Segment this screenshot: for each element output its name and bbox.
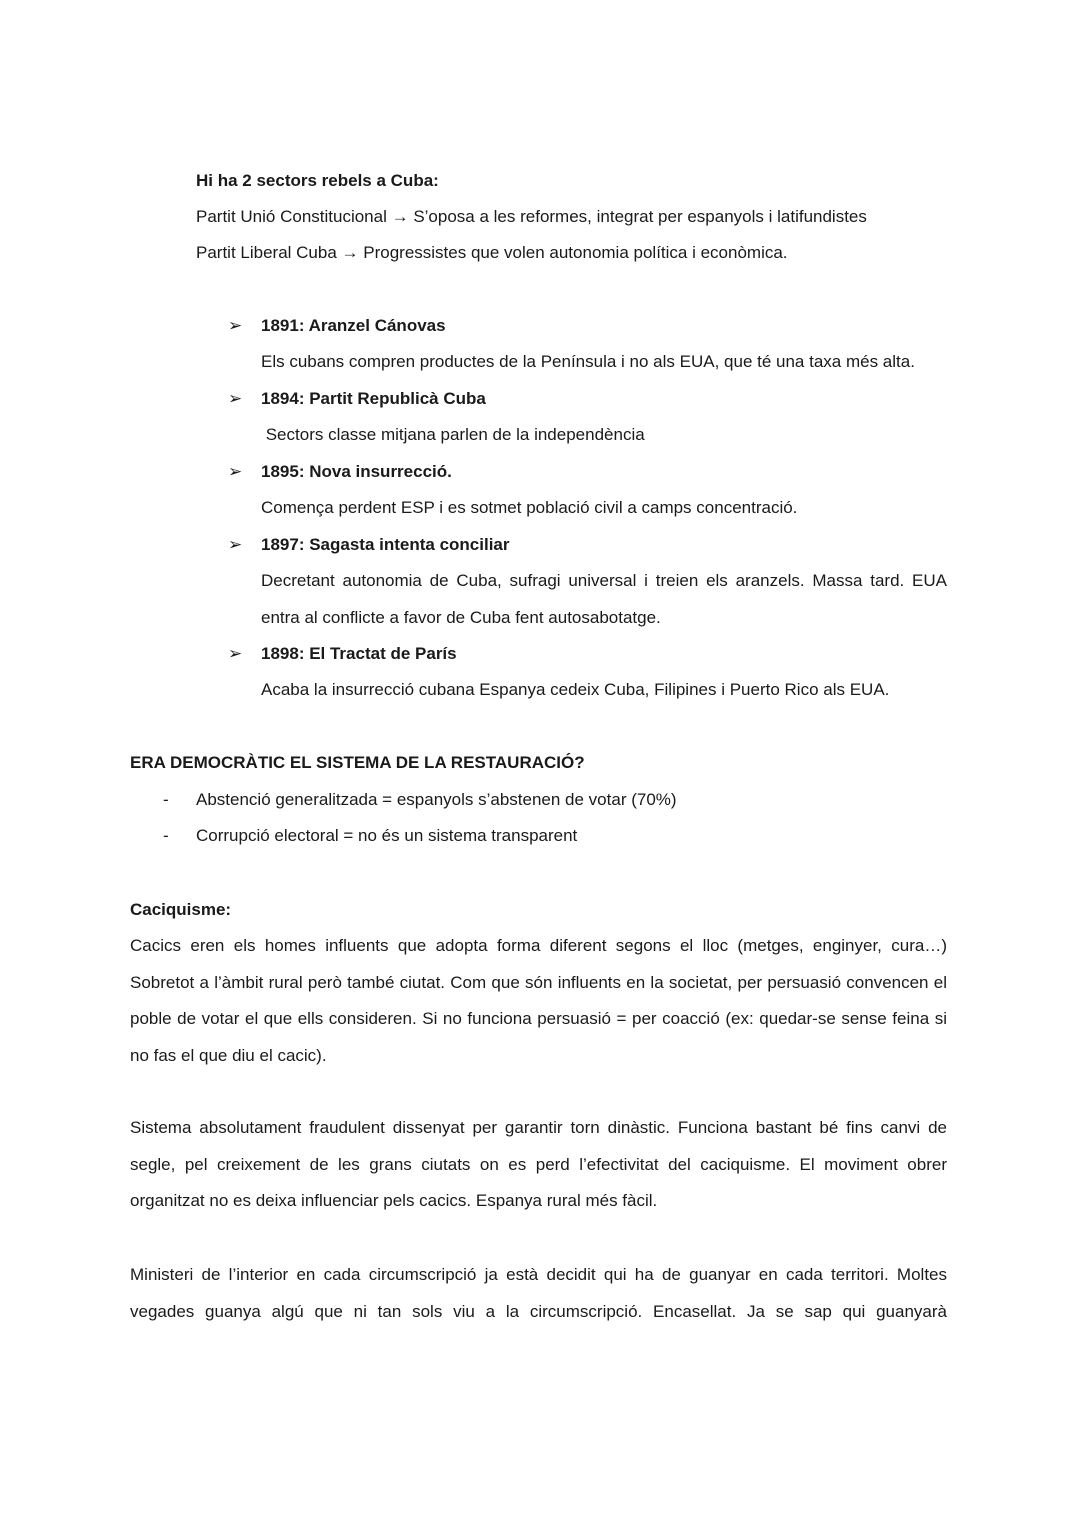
paragraph: Ministeri de l’interior en cada circumscripció ja està decidit qui ha de guanyar en cada territori. Moltes vegades guanya algú que ni tan sols viu a la circumscripció. Encasellat. Ja se sap qui guanyarà bbox=[130, 1265, 947, 1321]
dash-bullet: - bbox=[163, 826, 169, 845]
timeline-item-title: 1894: Partit Republicà Cuba bbox=[261, 389, 486, 408]
timeline-item-desc: Acaba la insurrecció cubana Espanya cedeix Cuba, Filipines i Puerto Rico als EUA. bbox=[261, 680, 890, 699]
timeline-item-desc: Sectors classe mitjana parlen de la independència bbox=[261, 425, 645, 444]
section-heading: Caciquisme: bbox=[130, 900, 232, 919]
timeline-item-title: 1895: Nova insurrecció. bbox=[261, 462, 452, 481]
timeline-item-title: 1897: Sagasta intenta conciliar bbox=[261, 535, 510, 554]
section-heading: ERA DEMOCRÀTIC EL SISTEMA DE LA RESTAURACIÓ? bbox=[130, 753, 585, 772]
list-item: Corrupció electoral = no és un sistema transparent bbox=[196, 826, 578, 845]
arrow-bullet-icon: ➢ bbox=[228, 316, 243, 336]
list-item: Abstenció generalitzada = espanyols s’abstenen de votar (70%) bbox=[196, 790, 677, 809]
intro-heading: Hi ha 2 sectors rebels a Cuba: bbox=[196, 171, 439, 190]
timeline-item-desc: Decretant autonomia de Cuba, sufragi universal i treien els aranzels. Massa tard. EUA entra al conflicte a favor de Cuba fent autosabotatge. bbox=[261, 571, 947, 627]
timeline-item-title: 1891: Aranzel Cánovas bbox=[261, 316, 446, 335]
paragraph: Sistema absolutament fraudulent dissenyat per garantir torn dinàstic. Funciona bastant bé fins canvi de segle, pel creixement de les grans ciutats on es perd l’efectivitat del caciquisme. El moviment obrer organitzat no es deixa influenciar pels cacics. Espanya rural més fàcil. bbox=[130, 1118, 947, 1210]
timeline-item-desc: Els cubans compren productes de la Península i no als EUA, que té una taxa més alta. bbox=[261, 352, 915, 371]
intro-line-1: Partit Unió Constitucional → S’oposa a les reformes, integrat per espanyols i latifundistes bbox=[196, 207, 867, 226]
paragraph: Cacics eren els homes influents que adopta forma diferent segons el lloc (metges, enginyer, cura…) Sobretot a l’àmbit rural però també ciutat. Com que són influents en la societat, per persuasió convencen el poble de votar el que ells consideren. Si no funciona persuasió = per coacció (ex: quedar-se sense feina si no fas el que diu el cacic). bbox=[130, 936, 947, 1065]
timeline-item-title: 1898: El Tractat de París bbox=[261, 644, 457, 663]
arrow-bullet-icon: ➢ bbox=[228, 389, 243, 409]
dash-bullet: - bbox=[163, 790, 169, 809]
intro-line-2: Partit Liberal Cuba → Progressistes que volen autonomia política i econòmica. bbox=[196, 243, 788, 262]
arrow-bullet-icon: ➢ bbox=[228, 462, 243, 482]
arrow-bullet-icon: ➢ bbox=[228, 535, 243, 555]
timeline-item-desc: Comença perdent ESP i es sotmet població civil a camps concentració. bbox=[261, 498, 798, 517]
arrow-bullet-icon: ➢ bbox=[228, 644, 243, 664]
